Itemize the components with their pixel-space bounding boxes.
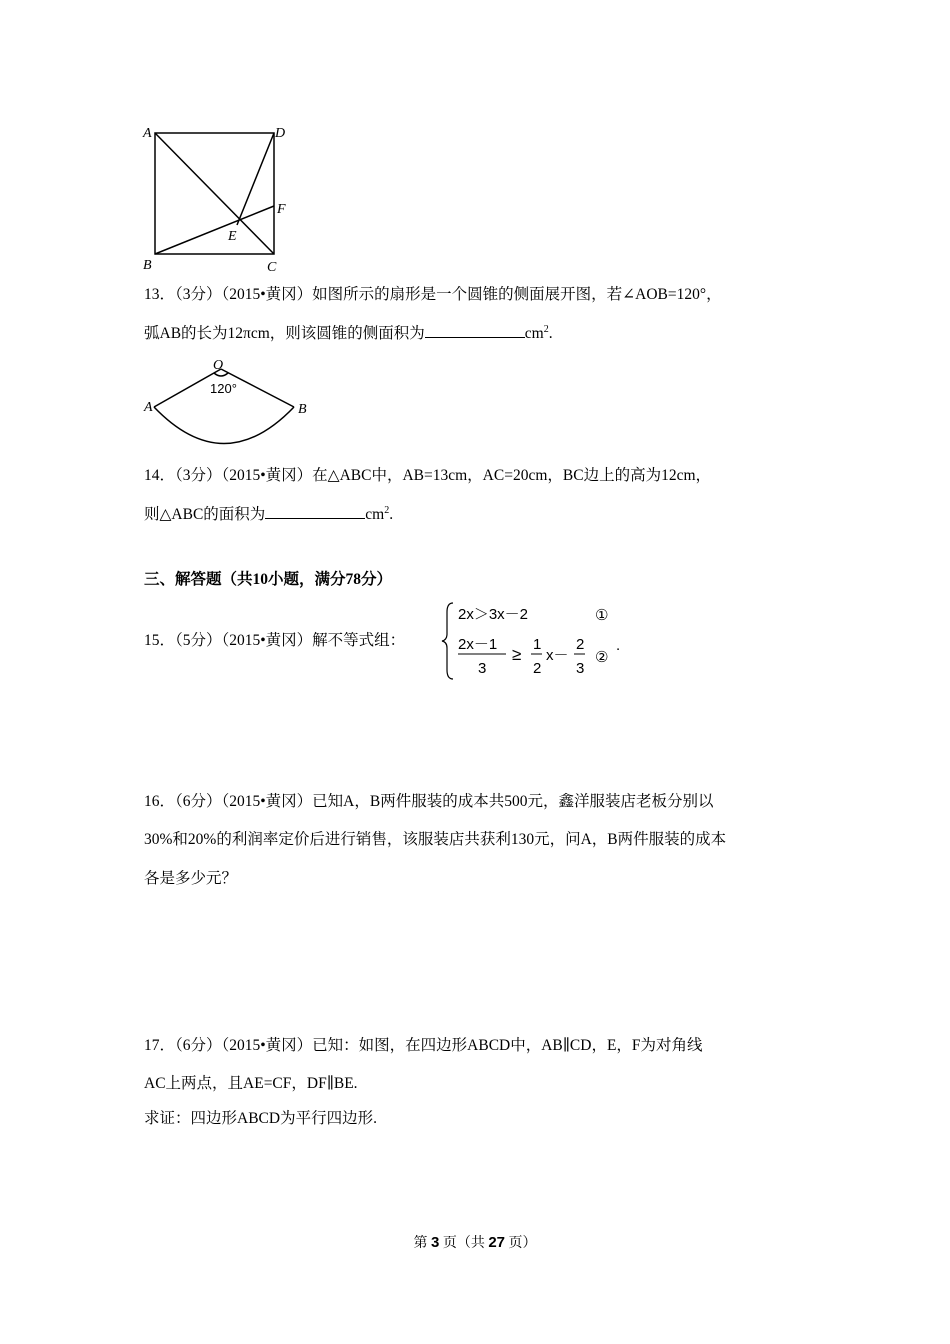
q17-line2: AC上两点，且AE=CF，DF∥BE. [144,1075,358,1092]
brace [442,603,453,679]
label-b: B [143,258,152,273]
q14-unit-exp: 2 [384,505,390,516]
page-footer [0,1232,950,1252]
sector-figure [140,355,320,455]
relation-ge: ≥ [512,645,522,664]
arc-ab [154,407,294,444]
section3-title: 三、解答题（共10小题，满分78分） [144,571,393,588]
q13-unit-exp: 2 [543,324,549,335]
inequality-system [440,600,630,684]
footer-page-number: 3 [430,1234,440,1251]
q13-answer-blank[interactable] [425,323,525,338]
square-figure [140,122,300,277]
q13-line2 [144,323,553,344]
label-b2: B [298,402,307,417]
angle-label: 120° [210,381,237,396]
q14-text: 则△ABC的面积为 [144,506,266,523]
label-a2: A [144,400,153,415]
q14-end: . [389,506,394,523]
footer-pre: 第 [413,1236,431,1251]
ineq1-tag: ① [595,607,609,624]
label-e: E [228,229,237,244]
x-minus: x－ [546,647,569,664]
ineq1: 2x＞3x－2 [458,606,529,623]
frac3-den: 3 [576,660,585,677]
label-c: C [267,260,277,275]
q13-text: 弧AB的长为12πcm，则该圆锥的侧面积为 [144,325,425,342]
q15-prefix: 15．（5分）（2015•黄冈）解不等式组： [144,632,406,649]
q17-line3: 求证：四边形ABCD为平行四边形. [144,1110,377,1127]
frac1-den: 3 [478,660,487,677]
frac2-num: 1 [533,636,542,653]
frac1-num: 2x－1 [458,636,498,653]
q14-line2 [144,504,393,525]
q14-answer-blank[interactable] [265,504,365,519]
q14-unit: cm [365,506,385,523]
footer-post: 页） [505,1236,537,1251]
q13-end: . [548,325,553,342]
segment-de [237,133,274,225]
label-o: O [213,358,224,373]
q13-unit: cm [524,325,544,342]
q16-line2: 30%和20%的利润率定价后进行销售，该服装店共获利130元，问A，B两件服装的成本 [144,831,727,848]
frac2-den: 2 [533,660,542,677]
segment-bf [155,206,274,254]
label-d: D [275,126,286,141]
q15-end: . [616,637,621,654]
q17-line1: 17．（6分）（2015•黄冈）已知：如图，在四边形ABCD中，AB∥CD，E，F为对角线 [144,1037,703,1054]
footer-total-pages: 27 [488,1234,506,1251]
label-a: A [143,126,152,141]
q16-line1: 16．（6分）（2015•黄冈）已知A，B两件服装的成本共500元，鑫洋服装店老板分别以 [144,793,714,810]
footer-mid: 页（共 [439,1236,489,1251]
q13-line1: 13．（3分）（2015•黄冈）如图所示的扇形是一个圆锥的侧面展开图，若∠AOB=120°， [144,286,722,303]
label-f: F [277,202,286,217]
ineq2-tag: ② [595,649,609,666]
q14-line1: 14．（3分）（2015•黄冈）在△ABC中，AB=13cm，AC=20cm，BC边上的高为12cm， [144,467,712,484]
frac3-num: 2 [576,636,585,653]
diagonal-ac [155,133,274,254]
angle-mark [214,373,228,376]
q16-line3: 各是多少元？ [144,870,238,887]
